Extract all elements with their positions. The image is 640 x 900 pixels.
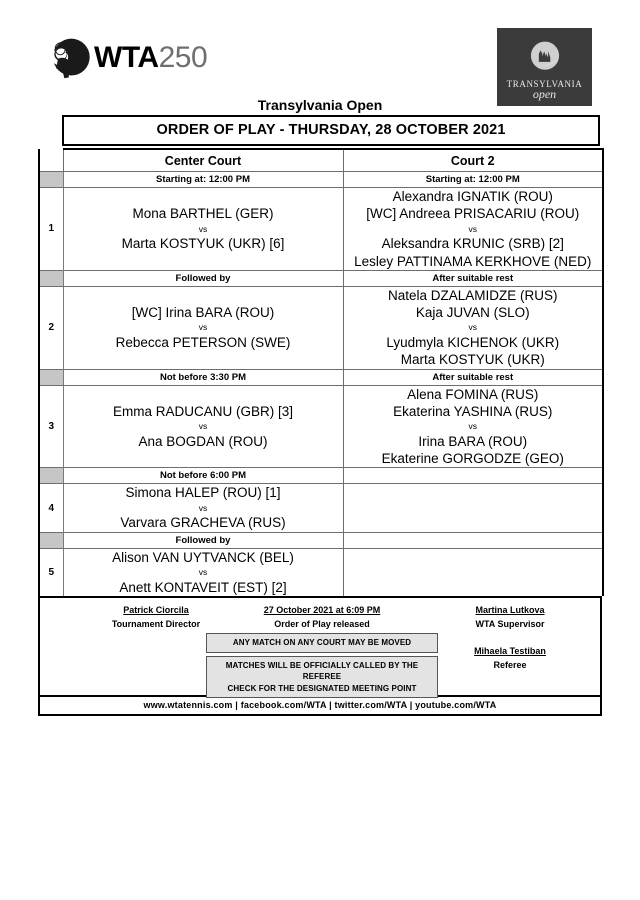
status-marker-cell — [39, 369, 63, 385]
match-row — [39, 385, 603, 468]
officials-spacer — [430, 631, 590, 645]
player-entry: Varvara GRACHEVA (RUS) — [120, 515, 286, 531]
wta-tennis-player-icon — [46, 35, 92, 81]
match-number: 4 — [39, 484, 63, 532]
versus-label: vs — [468, 421, 477, 432]
tournament-logo-subtitle: open — [532, 86, 557, 101]
release-time: 27 October 2021 at 6:09 PM — [263, 605, 381, 615]
match-row — [39, 188, 603, 271]
order-of-play-sheet — [38, 115, 602, 716]
versus-label: vs — [468, 223, 477, 234]
match-number: 3 — [39, 385, 63, 468]
notice-referee-call-line2: CHECK FOR THE DESIGNATED MEETING POINT — [227, 683, 417, 693]
status-cell — [343, 532, 603, 548]
referee-name: Mihaela Testiban — [474, 646, 546, 656]
court-header-spacer — [39, 149, 63, 172]
match-number: 5 — [39, 548, 63, 596]
transylvania-castle-circle-icon — [523, 37, 567, 77]
tournament-director-block — [66, 604, 246, 631]
release-label: Order of Play released — [274, 618, 370, 629]
tournament-logo-name: TRANSYLVANIA — [506, 78, 583, 89]
status-cell: Followed by — [63, 270, 343, 286]
officials-block — [430, 604, 590, 672]
match-cell[interactable] — [63, 286, 343, 369]
wta-logo — [46, 32, 207, 84]
player-entry: Kaja JUVAN (SLO) — [415, 305, 530, 321]
match-row — [39, 484, 603, 532]
match-cell[interactable] — [343, 385, 603, 468]
player-entry: Natela DZALAMIDZE (RUS) — [387, 287, 558, 303]
versus-label: vs — [198, 223, 208, 234]
wta-logo-tier: 250 — [158, 41, 208, 74]
match-cell[interactable] — [63, 484, 343, 532]
versus-label: vs — [198, 566, 208, 577]
status-cell: After suitable rest — [343, 369, 603, 385]
status-cell: Followed by — [63, 532, 343, 548]
tournament-director-role: Tournament Director — [111, 618, 201, 629]
status-row — [39, 270, 603, 286]
match-cell[interactable] — [343, 484, 603, 532]
notice-referee-call-line1: MATCHES WILL BE OFFICIALLY CALLED BY THE REFEREE — [225, 660, 419, 682]
notices — [206, 633, 438, 698]
player-entry: Anett KONTAVEIT (EST) [2] — [119, 579, 287, 595]
player-entry: Mona BARTHEL (GER) — [132, 206, 274, 222]
player-entry: [WC] Irina BARA (ROU) — [131, 305, 275, 321]
match-number: 2 — [39, 286, 63, 369]
player-entry: Irina BARA (ROU) — [418, 433, 528, 449]
match-cell[interactable] — [63, 548, 343, 596]
status-cell: Not before 3:30 PM — [63, 369, 343, 385]
header-logos — [0, 28, 640, 106]
match-cell[interactable] — [343, 286, 603, 369]
status-cell: Starting at: 12:00 PM — [343, 172, 603, 188]
notice-court-move: ANY MATCH ON ANY COURT MAY BE MOVED — [206, 633, 438, 653]
versus-label: vs — [468, 322, 477, 333]
schedule-body — [39, 149, 603, 596]
status-cell: Starting at: 12:00 PM — [63, 172, 343, 188]
player-entry: Rebecca PETERSON (SWE) — [115, 335, 291, 351]
notice-referee-call — [206, 656, 438, 699]
player-entry: Ekaterine GORGODZE (GEO) — [381, 451, 564, 467]
player-entry: Ana BOGDAN (ROU) — [138, 433, 268, 449]
referee-role: Referee — [493, 659, 527, 670]
player-entry: Simona HALEP (ROU) [1] — [125, 485, 281, 501]
match-cell[interactable] — [63, 385, 343, 468]
wta-logo-wordmark: WTA — [94, 41, 159, 74]
versus-label: vs — [198, 502, 208, 513]
status-row — [39, 369, 603, 385]
status-marker-cell — [39, 270, 63, 286]
status-row — [39, 172, 603, 188]
supervisor-role: WTA Supervisor — [475, 618, 545, 629]
status-row — [39, 532, 603, 548]
status-marker-cell — [39, 172, 63, 188]
status-cell: Not before 6:00 PM — [63, 468, 343, 484]
player-entry: Alena FOMINA (RUS) — [407, 386, 539, 402]
wta-logo-text — [94, 43, 207, 73]
court-header-row — [39, 149, 603, 172]
status-marker-cell — [39, 468, 63, 484]
status-marker-cell — [39, 532, 63, 548]
footer-panel — [38, 596, 602, 696]
versus-label: vs — [198, 421, 208, 432]
social-links-bar[interactable]: www.wtatennis.com | facebook.com/WTA | twitter.com/WTA | youtube.com/WTA — [38, 696, 602, 716]
status-cell — [343, 468, 603, 484]
player-entry: Alexandra IGNATIK (ROU) — [392, 189, 553, 204]
player-entry: Emma RADUCANU (GBR) [3] — [112, 403, 293, 419]
player-entry: Ekaterina YASHINA (RUS) — [393, 403, 553, 419]
court-header-court-2: Court 2 — [343, 149, 603, 172]
versus-label: vs — [198, 322, 208, 333]
status-row — [39, 468, 603, 484]
status-cell: After suitable rest — [343, 270, 603, 286]
match-cell[interactable] — [63, 188, 343, 271]
match-cell[interactable] — [343, 548, 603, 596]
tournament-director-name: Patrick Ciorcila — [123, 605, 189, 615]
event-title: Transylvania Open — [257, 97, 383, 113]
player-entry: Alison VAN UYTVANCK (BEL) — [112, 549, 294, 565]
player-entry: Aleksandra KRUNIC (SRB) [2] — [381, 236, 564, 252]
player-entry: Marta KOSTYUK (UKR) — [400, 352, 545, 368]
tournament-logo — [497, 28, 592, 106]
supervisor-name: Martina Lutkova — [475, 605, 545, 615]
match-row — [39, 548, 603, 596]
order-of-play-title: ORDER OF PLAY - THURSDAY, 28 OCTOBER 2021 — [62, 115, 600, 146]
player-entry: Lyudmyla KICHENOK (UKR) — [386, 335, 560, 351]
court-header-center-court: Center Court — [63, 149, 343, 172]
schedule-table — [38, 148, 604, 596]
match-row — [39, 286, 603, 369]
player-entry: Lesley PATTINAMA KERKHOVE (NED) — [354, 253, 592, 269]
player-entry: Marta KOSTYUK (UKR) [6] — [121, 236, 285, 252]
release-block — [222, 604, 422, 631]
match-cell[interactable] — [343, 188, 603, 271]
match-number: 1 — [39, 188, 63, 271]
player-entry: [WC] Andreea PRISACARIU (ROU) — [366, 206, 580, 222]
